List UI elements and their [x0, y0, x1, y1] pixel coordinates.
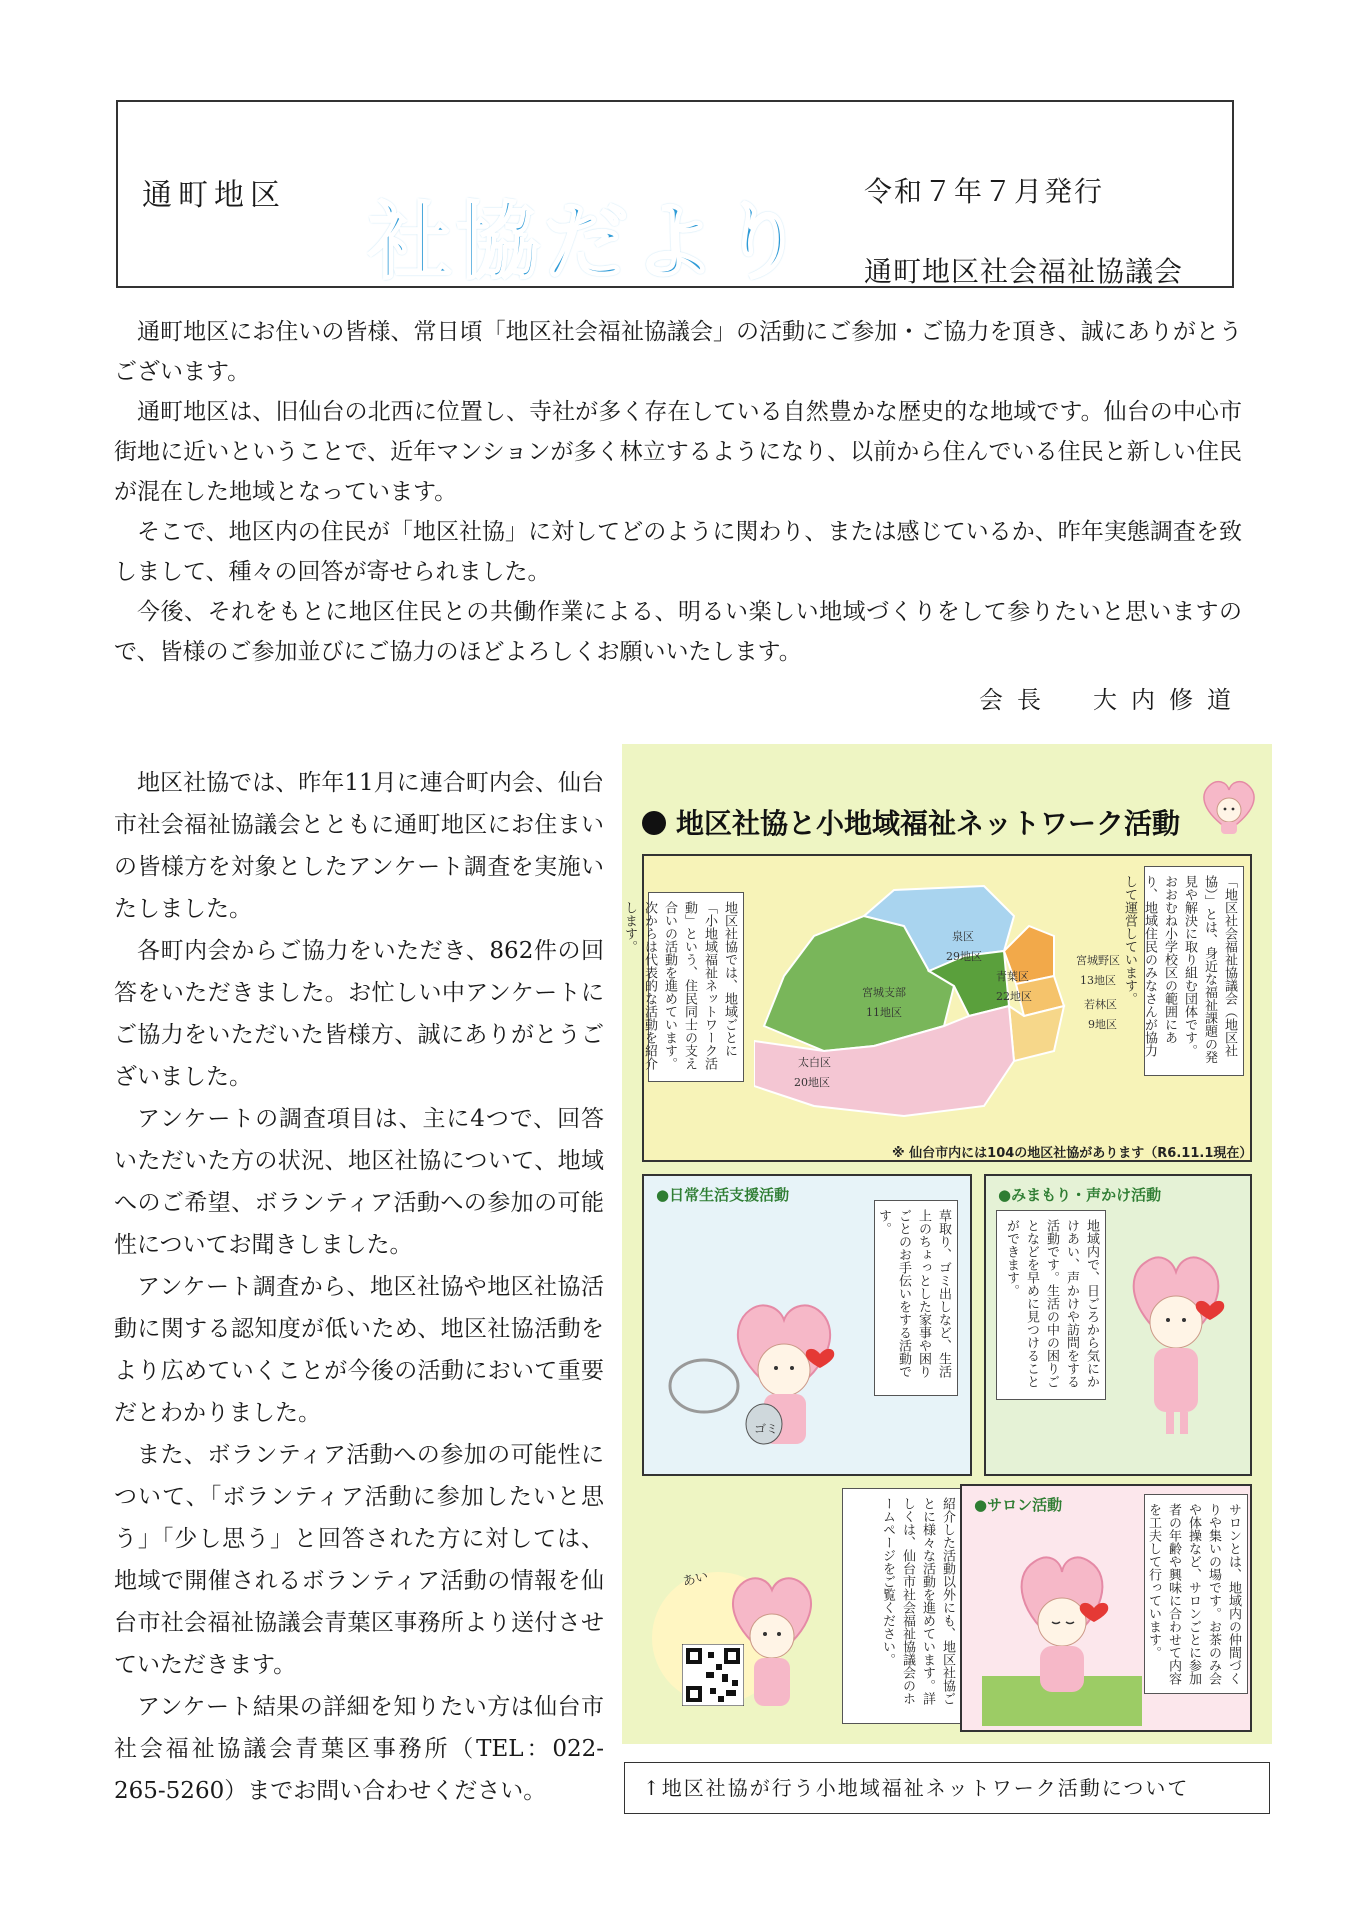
survey-paragraph: 地区社協では、昨年11月に連合町内会、仙台市社会福祉協議会とともに通町地区にお住まいの皆様方を対象としたアンケート調査を実施いたしました。: [114, 770, 604, 922]
region-label: 太白区: [798, 1056, 831, 1069]
chairman-signature: 会長 大内修道: [979, 686, 1245, 714]
garbage-bag-label: ゴミ: [754, 1422, 779, 1436]
watch-panel: [984, 1174, 1252, 1476]
issue-date: 令和７年７月発行: [864, 175, 1105, 208]
qr-code-icon[interactable]: [682, 1644, 744, 1706]
survey-paragraph: アンケート結果の詳細を知りたい方は仙台市社会福祉協議会青葉区事務所（TEL：022-265-5260）までお問い合わせください。: [114, 1694, 604, 1804]
mascot-waving-icon: [1106, 1236, 1246, 1456]
region-count: 9地区: [1088, 1018, 1117, 1031]
region-count: 20地区: [794, 1076, 830, 1089]
region-count: 22地区: [996, 990, 1032, 1003]
other-activities: [642, 1488, 962, 1734]
intro-paragraph: 今後、それをもとに地区住民との共働作業による、明るい楽しい地域づくりをして参りたいと思いますので、皆様のご参加並びにご協力のほどよろしくお願いいたします。: [114, 599, 1242, 665]
speech-bubble: あい: [681, 1568, 711, 1591]
survey-paragraph: また、ボランティア活動への参加の可能性について、「ボランティア活動に参加したいと思う」「少し思う」と回答された方に対しては、地域で開催されるボランティア活動の情報を仙台市社会福祉協議会青葉区事務所より送付させていただきます。: [114, 1442, 604, 1678]
region-count: 13地区: [1080, 974, 1116, 987]
daily-support-panel: [642, 1174, 972, 1476]
infographic-heading: [642, 802, 1180, 842]
infographic-caption: ↑地区社協が行う小地域福祉ネットワーク活動について: [624, 1762, 1270, 1814]
map-intro-box: 地区社協では、地域ごとに「小地域福祉ネットワーク活動」という、住民同士の支え合いの活動を進めています。次からは代表的な活動を紹介します。: [648, 892, 744, 1082]
other-activities-text: 紹介した活動以外にも、地区社協ごとに様々な活動を進めています。詳しくは、仙台市社会福祉協議会のホームページをご覧ください。: [842, 1488, 962, 1724]
intro-section: [114, 312, 1242, 672]
mascot-with-garbage-icon: [664, 1276, 864, 1466]
intro-paragraph: 通町地区は、旧仙台の北西に位置し、寺社が多く存在している自然豊かな歴史的な地域です。仙台の中心市街地に近いということで、近年マンションが多く林立するようになり、以前から住んでいる住民と新しい住民が混在した地域となっています。: [114, 399, 1242, 505]
survey-paragraph: アンケートの調査項目は、主に4つで、回答いただいた方の状況、地区社協について、地域へのご希望、ボランティア活動への参加の可能性についてお聞きしました。: [114, 1106, 604, 1258]
daily-support-title: ●日常生活支援活動: [656, 1186, 790, 1204]
mascot-tea-icon: [982, 1526, 1142, 1726]
region-count: 29地区: [946, 950, 982, 963]
survey-paragraph: アンケート調査から、地区社協や地区社協活動に関する認知度が低いため、地区社協活動をより広めていくことが今後の活動において重要だとわかりました。: [114, 1274, 604, 1426]
intro-paragraph: 通町地区にお住いの皆様、常日頃「地区社会福祉協議会」の活動にご参加・ご協力を頂き、誠にありがとうございます。: [114, 319, 1242, 385]
salon-panel: [960, 1484, 1252, 1732]
salon-text: サロンとは、地域内の仲間づくりや集いの場です。お茶のみ会や体操など、サロンごとに参加者の年齢や興味に合わせて内容を工夫して行っています。: [1144, 1494, 1248, 1694]
map-note: ※ 仙台市内には104の地区社協があります（R6.11.1現在）: [892, 1146, 1253, 1161]
region-count: 11地区: [866, 1006, 902, 1019]
watch-text: 地域内で、日ごろから気にかけあい、声かけや訪問をする活動です。生活の中の困りごとなどを早めに見つけることができます。: [996, 1210, 1106, 1400]
mascot-heart-icon: [1197, 772, 1261, 838]
district-label: 通町地区: [142, 178, 286, 213]
salon-title: ●サロン活動: [974, 1496, 1063, 1514]
definition-box: 「地区社会福祉協議会（地区社協）」とは、身近な福祉課題の発見や解決に取り組む団体です。おおむね小学校区の範囲にあり、地域住民のみなさんが協力して運営しています。: [1144, 866, 1244, 1076]
region-label: 泉区: [952, 930, 974, 943]
newsletter-title: 社協だより: [368, 192, 809, 291]
survey-paragraph: 各町内会からご協力をいただき、862件の回答をいただきました。お忙しい中アンケートにご協力をいただいた皆様方、誠にありがとうございました。: [114, 938, 604, 1090]
daily-support-text: 草取り、ゴミ出しなど、生活上のちょっとした家事や困りごとのお手伝いをする活動です。: [874, 1200, 958, 1396]
publisher: 通町地区社会福祉協議会: [864, 255, 1184, 288]
infographic-heading-text: 地区社協と小地域福祉ネットワーク活動: [676, 807, 1181, 840]
survey-section: [114, 762, 604, 1812]
bullet-dot-icon: [642, 811, 666, 835]
region-label: 宮城支部: [862, 986, 906, 999]
region-label: 宮城野区: [1076, 954, 1120, 967]
network-infographic: [622, 744, 1272, 1744]
map-panel: [622, 854, 1252, 1162]
region-label: 青葉区: [996, 970, 1029, 983]
watch-title: ●みまもり・声かけ活動: [998, 1186, 1162, 1204]
intro-paragraph: そこで、地区内の住民が「地区社協」に対してどのように関わり、または感じているか、昨年実態調査を致しまして、種々の回答が寄せられました。: [114, 519, 1242, 585]
region-label: 若林区: [1084, 998, 1117, 1011]
